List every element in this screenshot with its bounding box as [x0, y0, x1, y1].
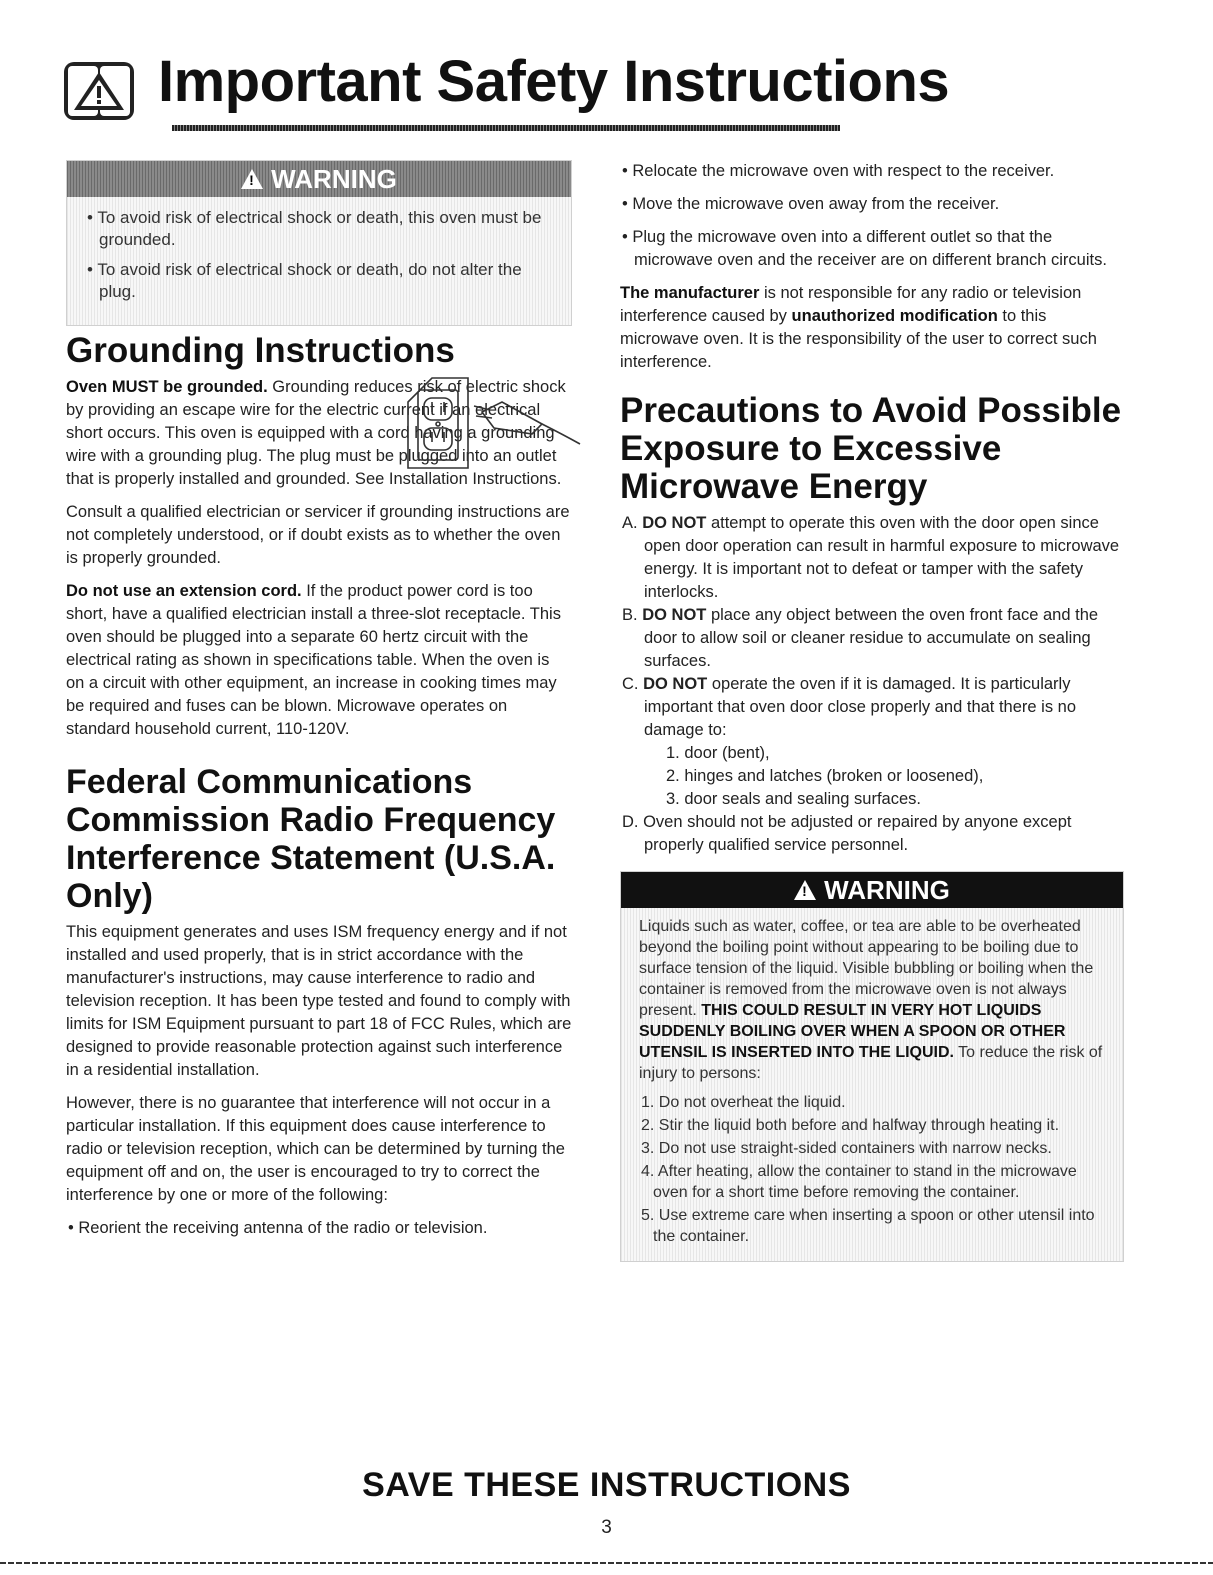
- precaution-c-sub-3: 3. door seals and sealing surfaces.: [666, 790, 921, 808]
- warning-box-grounding: [66, 160, 572, 326]
- fcc-bullet-3: • Move the microwave oven away from the receiver.: [622, 195, 1000, 213]
- warning-triangle-icon: [794, 880, 816, 900]
- precaution-b: [620, 604, 1124, 673]
- warning-item: • To avoid risk of electrical shock or death, this oven must be grounded.: [87, 208, 542, 249]
- page-header: [62, 49, 950, 134]
- page-number: 3: [601, 1517, 612, 1538]
- precaution-d-label: D.: [622, 813, 639, 831]
- warning-item: • To avoid risk of electrical shock or death, do not alter the plug.: [87, 260, 522, 301]
- bottom-rule: [0, 1562, 1213, 1564]
- grounded-outlet-plug-icon: [402, 372, 582, 476]
- page-title: Important Safety Instructions: [158, 49, 950, 114]
- liquids-item: 5. Use extreme care when inserting a spoon or other utensil into the container.: [641, 1207, 1095, 1245]
- fcc-heading: Federal Communications Commission Radio Frequency Interference Statement (U.S.A. Only): [66, 763, 556, 915]
- fcc-paragraph-1: This equipment generates and uses ISM frequency energy and if not installed and used properly, that is in strict accordance with the manufacturer's instructions, may cause interference to radio and television reception. It has been type tested and found to comply with limits for ISM Equipment pursuant to part 18 of FCC Rules, which are designed to provide reasonable protection against such interference in a residential installation.: [66, 923, 572, 1079]
- warning-triangle-icon: [241, 169, 263, 189]
- unauthorized-bold: unauthorized modification: [791, 307, 998, 325]
- warning-header: [621, 872, 1123, 908]
- precaution-b-bold: DO NOT: [642, 606, 707, 624]
- precaution-b-text: place any object between the oven front face and the door to allow soil or cleaner residue to accumulate on sealing surfaces.: [644, 606, 1099, 670]
- save-instructions-title: SAVE THESE INSTRUCTIONS: [362, 1466, 851, 1504]
- header-rule: [172, 125, 840, 131]
- liquids-intro: Liquids such as water, coffee, or tea are able to be overheated beyond the boiling point without appearing to be boiling due to surface tension of the liquid. Visible bubbling or boiling when the container is removed from the microwave oven is not always present.: [639, 918, 1094, 1019]
- manufacturer-bold: The manufacturer: [620, 284, 760, 302]
- grounding-section: [66, 376, 572, 491]
- precaution-d: [620, 811, 1124, 857]
- right-column: [620, 160, 1124, 1262]
- precaution-c-text: operate the oven if it is damaged. It is particularly important that oven door close properly and that there is no damage to:: [644, 675, 1077, 739]
- warning-body: [621, 908, 1123, 1261]
- warning-box-liquids: [620, 871, 1124, 1262]
- grounding-paragraph-2: Consult a qualified electrician or servicer if grounding instructions are not completely understood, or if doubt exists as to whether the oven is properly grounded.: [66, 503, 570, 567]
- manufacturer-text-2: to this microwave oven. It is the responsibility of the user to correct such interference.: [620, 307, 1097, 371]
- fcc-bullet-4: • Plug the microwave oven into a different outlet so that the microwave oven and the receiver are on different branch circuits.: [622, 228, 1107, 269]
- precaution-a-label: A.: [622, 514, 638, 532]
- precaution-c: [620, 673, 1124, 742]
- precaution-d-text: Oven should not be adjusted or repaired by anyone except properly qualified service personnel.: [643, 813, 1072, 854]
- precaution-a-text: attempt to operate this oven with the door open since open door operation can result in harmful exposure to microwave energy. It is important not to defeat or tamper with the safety interlocks.: [644, 514, 1120, 601]
- precaution-c-bold: DO NOT: [643, 675, 708, 693]
- precaution-c-sub-2: 2. hinges and latches (broken or loosened),: [666, 767, 984, 785]
- precautions-heading: Precautions to Avoid Possible Exposure to Excessive Microwave Energy: [620, 391, 1122, 506]
- fcc-paragraph-2: However, there is no guarantee that interference will not occur in a particular installation. If this equipment does cause interference to radio or television reception, which can be determined by turning the equipment off and on, the user is encouraged to try to correct the interference by one or more of the following:: [66, 1094, 565, 1204]
- liquids-intro-bold: THIS COULD RESULT IN VERY HOT LIQUIDS SUDDENLY BOILING OVER WHEN A SPOON OR OTHER UTENSIL IS INSERTED INTO THE LIQUID.: [639, 1002, 1066, 1061]
- liquids-intro-end: To reduce the risk of injury to persons:: [639, 1044, 1103, 1082]
- grounding-paragraph-3: [66, 580, 572, 741]
- precaution-a-bold: DO NOT: [642, 514, 707, 532]
- precaution-c-sub-1: 1. door (bent),: [666, 744, 770, 762]
- manufacturer-text-1: is not responsible for any radio or television interference caused by: [620, 284, 1082, 325]
- grounding-heading: Grounding Instructions: [66, 331, 455, 370]
- fcc-bullet-1: • Reorient the receiving antenna of the radio or television.: [68, 1219, 488, 1237]
- warning-label: WARNING: [824, 874, 950, 905]
- warning-header: [67, 161, 571, 197]
- liquids-item: 3. Do not use straight-sided containers with narrow necks.: [641, 1140, 1052, 1157]
- grounding-p1-bold: Oven MUST be grounded.: [66, 378, 268, 396]
- grounding-p3-text: If the product power cord is too short, have a qualified electrician install a three-slot receptacle. This oven should be plugged into a separate 60 hertz circuit with the electrical rating as shown in specifications table. When the oven is on a circuit with other equipment, an increase in cooking times may be required and fuses can be blown. Microwave operates on standard household current, 110-120V.: [66, 582, 561, 738]
- grounding-p1-text: Grounding reduces risk of electric shock by providing an escape wire for the electric current if an electrical short occurs. This oven is equipped with a cord having a grounding wire with a grounding plug. The plug must be plugged into an outlet that is properly installed and grounded. See Installation Instructions.: [66, 378, 566, 488]
- liquids-item: 1. Do not overheat the liquid.: [641, 1094, 846, 1111]
- warning-label: WARNING: [271, 163, 397, 194]
- precaution-b-label: B.: [622, 606, 638, 624]
- liquids-item: 4. After heating, allow the container to stand in the microwave oven for a short time before removing the container.: [641, 1163, 1077, 1201]
- left-column: [66, 160, 572, 1250]
- manufacturer-paragraph: [620, 282, 1124, 374]
- liquids-item: 2. Stir the liquid both before and halfway through heating it.: [641, 1117, 1060, 1134]
- grounding-p3-bold: Do not use an extension cord.: [66, 582, 302, 600]
- fcc-bullet-2: • Relocate the microwave oven with respect to the receiver.: [622, 162, 1055, 180]
- precaution-a: [620, 512, 1124, 604]
- warning-body: [67, 197, 571, 325]
- warning-manual-icon: [62, 60, 136, 122]
- precaution-c-label: C.: [622, 675, 639, 693]
- liquids-warning-text: [639, 916, 1107, 1084]
